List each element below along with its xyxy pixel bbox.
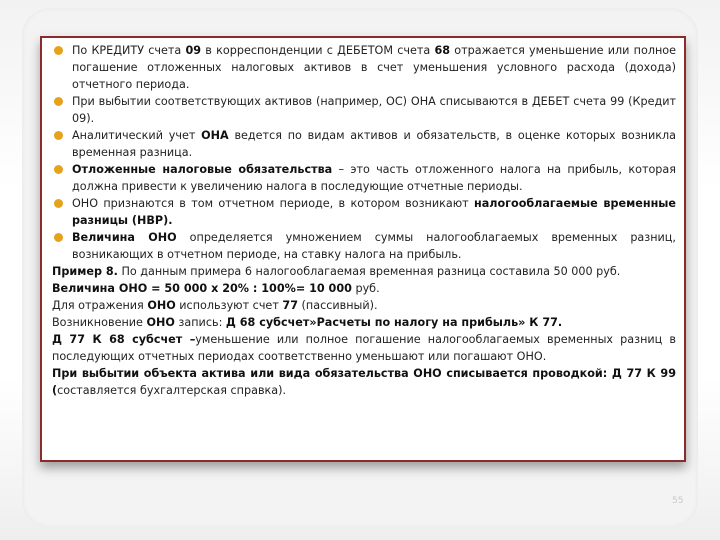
example-paragraph: Пример 8. По данным примера 6 налогооблагаемая временная разница составила 50 000 руб. xyxy=(52,265,621,278)
bullet-item: При выбытии соответствующих активов (например, ОС) ОНА списываются в ДЕБЕТ счета 99 (Кредит 09). xyxy=(52,93,676,127)
bullet-dot-icon xyxy=(54,233,63,242)
bullet-item: ОНО признаются в том отчетном периоде, в котором возникают налогооблагаемые временные разницы (НВР). xyxy=(52,195,676,229)
bullet-dot-icon xyxy=(54,131,63,140)
bullet-dot-icon xyxy=(54,165,63,174)
page-number: 55 xyxy=(672,496,684,506)
bullet-item: Отложенные налоговые обязательства – это часть отложенного налога на прибыль, которая должна привести к увеличению налога в последующие отчетные периоды. xyxy=(52,161,676,195)
bullet-dot-icon xyxy=(54,46,63,55)
origin-paragraph: Возникновение ОНО запись: Д 68 субсчет»Расчеты по налогу на прибыль» К 77. xyxy=(52,316,563,329)
bullet-list xyxy=(52,42,676,263)
bullet-dot-icon xyxy=(54,199,63,208)
usage-paragraph: Для отражения ОНО используют счет 77 (пассивный). xyxy=(52,299,378,312)
disposal-paragraph: При выбытии объекта актива или вида обязательства ОНО списывается проводкой: Д 77 К 99 (составляется бухгалтерская справка). xyxy=(52,367,676,397)
content-frame xyxy=(40,36,686,462)
bullet-item: По КРЕДИТУ счета 09 в корреспонденции с ДЕБЕТОМ счета 68 отражается уменьшение или полное погашение отложенных налоговых активов в счет уменьшения условного расхода (дохода) отчетного периода. xyxy=(52,42,676,93)
formula-paragraph: Величина ОНО = 50 000 х 20% : 100%= 10 000 руб. xyxy=(52,282,380,295)
bullet-item: Величина ОНО определяется умножением суммы налогооблагаемых временных разниц, возникающих в отчетном периоде, на ставку налога на прибыль. xyxy=(52,229,676,263)
entry-paragraph: Д 77 К 68 субсчет –уменьшение или полное погашение налогооблагаемых временных разниц в последующих отчетных периодах соответственно уменьшают или погашают ОНО. xyxy=(52,333,676,363)
bullet-dot-icon xyxy=(54,97,63,106)
example-label: Пример 8. xyxy=(52,265,118,278)
bullet-item: Аналитический учет ОНА ведется по видам активов и обязательств, в оценке которых возникла временная разница. xyxy=(52,127,676,161)
